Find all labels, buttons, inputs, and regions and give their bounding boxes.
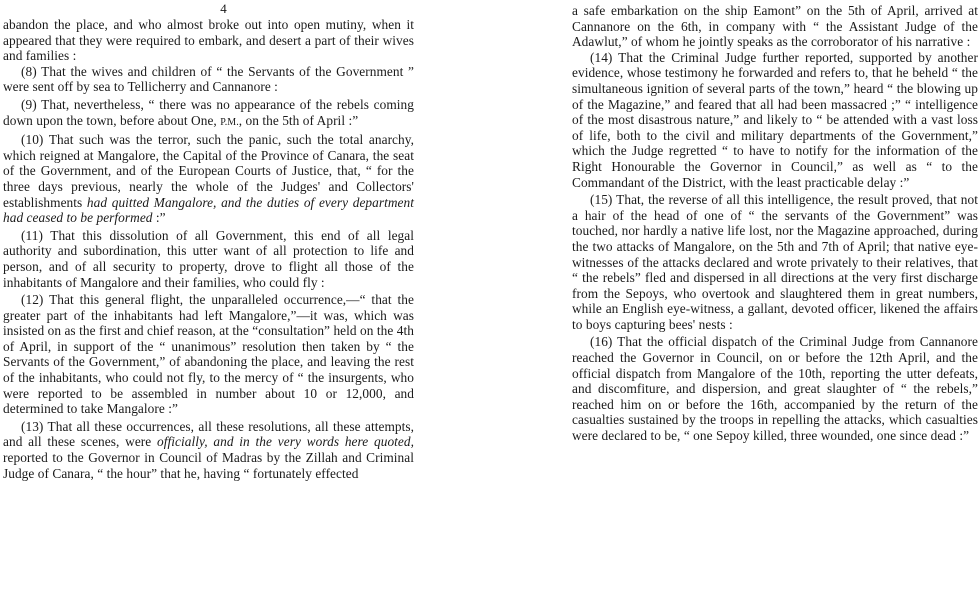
paragraph-10-tail: :” — [152, 210, 166, 226]
paragraph-9-text: (9) That, nevertheless, “ there was no appearance of the rebels coming down upon the town, before about One, — [3, 96, 414, 128]
paragraph-9-smallcaps: P.M. — [220, 116, 239, 128]
paragraph-10 — [3, 132, 414, 226]
paragraph-13-italic: officially, and in the very words here quoted, — [157, 434, 415, 450]
paragraph-16: (16) That the official dispatch of the Criminal Judge from Cannanore reached the Governor in Council, on or before the 12th April, and the official dispatch from Mangalore of the 10th, reporting the utter defeats, and discomfiture, and dispersion, and great slaughter of “ the rebels,” reached him on or before the 16th, accompanied by the return of the casualties sustained by the troops in repelling the attacks, which casualties were declared to be, “ one Sepoy killed, three wounded, one since dead :” — [572, 334, 978, 444]
paragraph-11: (11) That this dissolution of all Government, this end of all legal authority and subordination, this utter want of all protection to life and person, and of all security to property, drove to flight all those of the inhabitants of Mangalore and their families, who could fly : — [3, 227, 414, 290]
paragraph-13-continuation: a safe embarkation on the ship Eamont” on the 5th of April, arrived at Cannanore on the 6th, in company with “ the Assistant Judge of the Adawlut,” of whom he jointly speaks as the corroborator of his narrative : — [572, 3, 978, 50]
paragraph-8: (8) That the wives and children of “ the Servants of the Government ” were sent off by sea to Tellicherry and Cannanore : — [3, 63, 414, 95]
paragraph-9 — [3, 97, 414, 130]
left-page — [0, 0, 418, 615]
paragraph-13 — [3, 419, 414, 481]
paragraph-15: (15) That, the reverse of all this intelligence, the result proved, that not a hair of the head of one of “ the servants of the Government” was touched, nor hardly a native life lost, nor the Magazine approached, during the two attacks of Mangalore, on the 5th and 7th of April; that native eye-witnesses of the attacks declared and wrote privately to their relatives, that “ the rebels” fled and dispersed in all directions at the very first discharge from the Sepoys, who overtook and slaughtered them in great numbers, while an English eye-witness, a gallant, devoted officer, likened the affairs to boys capturing bees' nests : — [572, 192, 978, 332]
paragraph-10-text: (10) That such was the terror, such the panic, such the total anarchy, which reigned at Mangalore, the Capital of the Province of Canara, the seat of the Government, and of the European Courts of Justice, that, “ for the three days previous, nearly the whole of the Judges' and Collectors' establishments — [3, 132, 414, 210]
right-page — [568, 0, 980, 615]
paragraph-12: (12) That this general flight, the unparalleled occurrence,—“ that the greater part of the inhabitants had left Mangalore,”—it was, which was insisted on as the first and chief reason, at the “consultation” held on the 4th of April, in support of the “ unanimous” resolution then taken by “ the Servants of the Government,” of abandoning the place, and leaving the rest of the inhabitants, who could not fly, to the mercy of “ the insurgents, who were reported to be assembled in number about 10 or 12,000, and determined to take Mangalore :” — [3, 292, 414, 417]
paragraph-14: (14) That the Criminal Judge further reported, supported by another evidence, whose testimony he forwarded and refers to, that he beheld “ the simultaneous ignition of several parts of the town,” heard “ the blowing up of the Magazine,” and feared that all had been massacred ;” “ intelligence of the most disastrous nature,” and likely to “ be attended with a vast loss of life, both to the civil and military departments of the Government,” which the Judge regretted “ to have to notify for the information of the Right Honourable the Governor in Council,” as well as “ to the Commandant of the District, with the least practicable delay :” — [572, 49, 978, 190]
paragraph-13-text: (13) That all these occurrences, all these resolutions, all these attempts, and all these scenes, were — [3, 418, 414, 450]
paragraph-9-tail: , on the 5th of April :” — [238, 112, 359, 128]
paragraph-continuation: abandon the place, and who almost broke out into open mutiny, when it appeared that they were required to embark, and desert a part of their wives and families : — [3, 17, 414, 64]
page-number: 4 — [220, 1, 227, 16]
paragraph-13-tail: reported to the Governor in Council of Madras by the Zillah and Criminal Judge of Canara, “ the hour” that he, having “ fortunately effected — [3, 450, 414, 481]
paragraph-10-italic: had quitted Mangalore, and the duties of every department had ceased to be performed — [3, 194, 415, 226]
